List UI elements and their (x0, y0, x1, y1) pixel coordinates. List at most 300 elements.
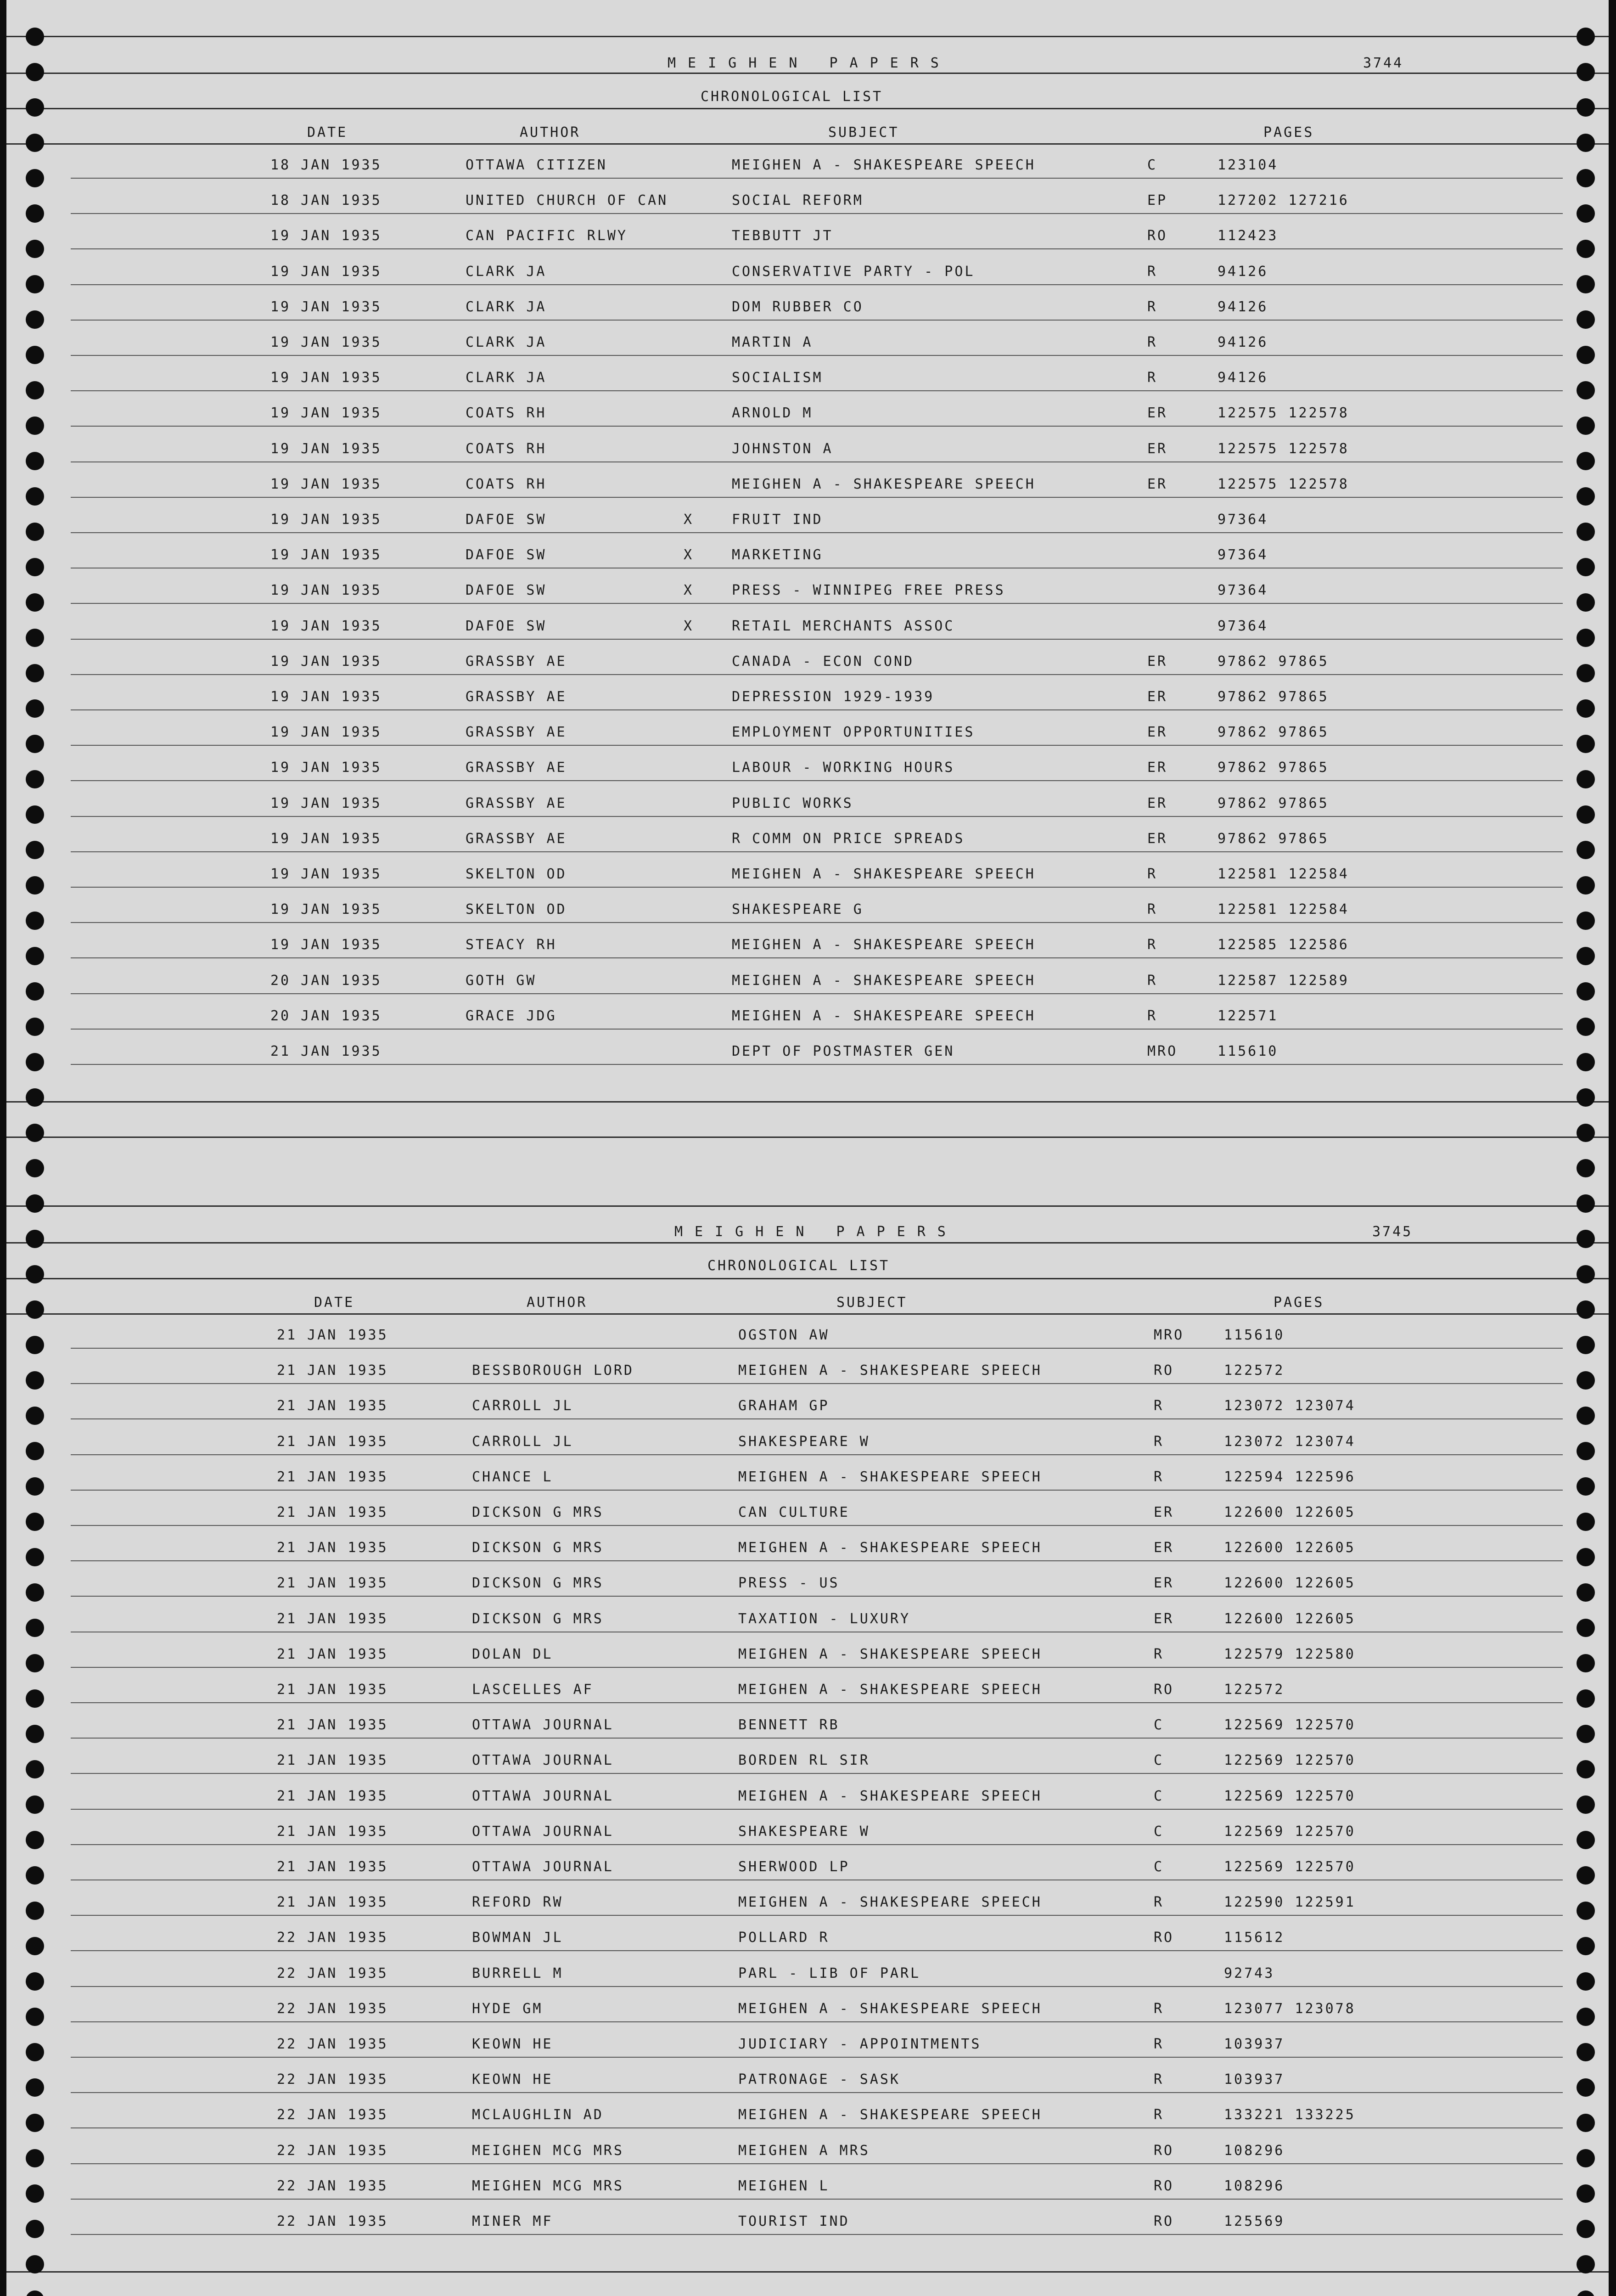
row-pages: 122587 122589 (1218, 972, 1349, 989)
column-header-author: AUTHOR (520, 124, 581, 141)
row-author: CLARK JA (466, 370, 547, 386)
row-date: 19 JAN 1935 (270, 440, 382, 457)
row-code: RO (1154, 2213, 1174, 2229)
table-row (6, 462, 1609, 498)
feed-hole (1577, 2184, 1595, 2203)
feed-hole (1577, 841, 1595, 859)
row-subject: SHERWOOD LP (738, 1859, 850, 1875)
row-date: 19 JAN 1935 (270, 370, 382, 386)
table-row (6, 817, 1609, 852)
row-subject: OGSTON AW (738, 1327, 830, 1343)
row-date: 21 JAN 1935 (277, 1398, 388, 1414)
feed-hole (26, 240, 44, 258)
feed-hole (1577, 523, 1595, 541)
feed-hole (1577, 240, 1595, 258)
table-row (6, 1632, 1609, 1668)
table-row (6, 1491, 1609, 1526)
feed-hole (26, 1194, 44, 1213)
row-pages: 122581 122584 (1218, 901, 1349, 918)
table-row (6, 994, 1609, 1030)
feed-hole (1577, 2149, 1595, 2167)
feed-hole (26, 558, 44, 576)
feed-hole (26, 1583, 44, 1602)
row-subject: POLLARD R (738, 1930, 830, 1946)
table-row (6, 888, 1609, 923)
row-subject: MEIGHEN A - SHAKESPEARE SPEECH (738, 1894, 1042, 1911)
feed-hole (26, 452, 44, 470)
row-pages: 94126 (1218, 298, 1268, 315)
row-pages: 97862 97865 (1218, 689, 1329, 705)
page-title: MEIGHEN PAPERS (674, 1224, 958, 1240)
row-pages: 125569 (1224, 2213, 1285, 2229)
feed-hole (26, 1513, 44, 1531)
row-author: OTTAWA JOURNAL (472, 1788, 614, 1804)
table-row (6, 1668, 1609, 1703)
row-author: GRACE JDG (466, 1007, 557, 1024)
feed-hole (1577, 2220, 1595, 2238)
feed-hole (1577, 1654, 1595, 1672)
row-subject: PARL - LIB OF PARL (738, 1965, 921, 1981)
divider (6, 73, 1609, 74)
page-3745 (6, 1173, 1609, 2296)
feed-hole (26, 2184, 44, 2203)
divider (6, 1242, 1609, 1244)
row-subject: LABOUR - WORKING HOURS (732, 760, 955, 776)
row-pages: 122581 122584 (1218, 866, 1349, 882)
feed-hole (26, 1760, 44, 1778)
row-code: ER (1147, 405, 1168, 422)
feed-hole (26, 2220, 44, 2238)
feed-hole (26, 947, 44, 965)
row-pages: 97862 97865 (1218, 653, 1329, 670)
row-author: CHANCE L (472, 1469, 553, 1485)
row-date: 21 JAN 1935 (277, 1575, 388, 1592)
feed-hole (1577, 2043, 1595, 2061)
table-row (6, 568, 1609, 604)
table-row (6, 2058, 1609, 2093)
row-date: 19 JAN 1935 (270, 724, 382, 741)
row-author: COATS RH (466, 440, 547, 457)
table-row (6, 1880, 1609, 1916)
table-row (6, 782, 1609, 817)
row-author: DAFOE SW (466, 547, 547, 563)
feed-hole (1577, 2255, 1595, 2273)
feed-hole (26, 770, 44, 788)
feed-hole (26, 982, 44, 1001)
row-code: C (1154, 1752, 1164, 1769)
feed-hole (26, 1300, 44, 1319)
feed-hole (26, 416, 44, 435)
row-pages: 97862 97865 (1218, 795, 1329, 811)
table-row (6, 2022, 1609, 2058)
row-pages: 122594 122596 (1224, 1469, 1356, 1485)
row-date: 19 JAN 1935 (270, 618, 382, 634)
row-author: SKELTON OD (466, 866, 567, 882)
row-author: MEIGHEN MCG MRS (472, 2142, 624, 2159)
row-author: DAFOE SW (466, 582, 547, 599)
row-pages: 122569 122570 (1224, 1717, 1356, 1733)
feed-hole (1577, 593, 1595, 612)
row-pages: 122579 122580 (1224, 1646, 1356, 1662)
feed-hole (26, 1866, 44, 1885)
table-row (6, 604, 1609, 640)
feed-hole (1577, 947, 1595, 965)
row-date: 21 JAN 1935 (277, 1540, 388, 1556)
feed-hole (1577, 699, 1595, 718)
row-date: 19 JAN 1935 (270, 298, 382, 315)
row-pages: 123072 123074 (1224, 1398, 1356, 1414)
row-subject: TAXATION - LUXURY (738, 1610, 911, 1627)
feed-hole (1577, 381, 1595, 400)
divider (6, 1101, 1609, 1103)
feed-hole (26, 805, 44, 824)
row-date: 19 JAN 1935 (270, 830, 382, 847)
row-subject: MEIGHEN A - SHAKESPEARE SPEECH (738, 1788, 1042, 1804)
feed-hole (1577, 1725, 1595, 1743)
row-author: DICKSON G MRS (472, 1575, 604, 1592)
row-code: R (1154, 2036, 1164, 2052)
row-code: C (1147, 157, 1158, 173)
row-code: EP (1147, 192, 1168, 209)
feed-hole (1577, 1018, 1595, 1036)
feed-hole (1577, 1477, 1595, 1496)
row-author: UNITED CHURCH OF CAN (466, 192, 668, 209)
table-row (6, 640, 1609, 675)
row-subject: JOHNSTON A (732, 440, 833, 457)
feed-hole (26, 1230, 44, 1248)
row-date: 20 JAN 1935 (270, 972, 382, 989)
feed-hole (26, 912, 44, 930)
feed-hole (1577, 310, 1595, 329)
feed-hole (26, 1265, 44, 1283)
feed-hole (1577, 2008, 1595, 2026)
row-author: OTTAWA JOURNAL (472, 1823, 614, 1840)
row-subject: MEIGHEN A MRS (738, 2142, 870, 2159)
list-title: CHRONOLOGICAL LIST (701, 89, 883, 105)
row-subject: MARKETING (732, 547, 823, 563)
row-date: 21 JAN 1935 (277, 1327, 388, 1343)
row-pages: 115610 (1224, 1327, 1285, 1343)
row-code: R (1147, 370, 1158, 386)
row-pages: 115610 (1218, 1043, 1279, 1059)
table-row (6, 1952, 1609, 1987)
table-row (6, 1030, 1609, 1065)
table-row (6, 710, 1609, 746)
row-pages: 112423 (1218, 228, 1279, 244)
feed-hole (26, 204, 44, 223)
feed-hole (1577, 770, 1595, 788)
row-pages: 97364 (1218, 547, 1268, 563)
document-sheet (6, 0, 1609, 2296)
row-pages: 122590 122591 (1224, 1894, 1356, 1911)
feed-hole (26, 1018, 44, 1036)
feed-hole (26, 1159, 44, 1177)
feed-hole (1577, 1194, 1595, 1213)
row-code: C (1154, 1823, 1164, 1840)
row-pages: 122569 122570 (1224, 1859, 1356, 1875)
feed-hole (26, 275, 44, 293)
feed-hole (26, 1619, 44, 1637)
feed-hole (26, 169, 44, 187)
row-pages: 97364 (1218, 582, 1268, 599)
row-date: 19 JAN 1935 (270, 512, 382, 528)
feed-hole (26, 2043, 44, 2061)
row-subject: JUDICIARY - APPOINTMENTS (738, 2036, 982, 2052)
row-pages: 123104 (1218, 157, 1279, 173)
row-code: ER (1147, 689, 1168, 705)
row-date: 21 JAN 1935 (277, 1362, 388, 1379)
feed-hole (1577, 452, 1595, 470)
column-header-subject: SUBJECT (828, 124, 899, 141)
row-code: R (1154, 1433, 1164, 1450)
row-date: 21 JAN 1935 (277, 1894, 388, 1911)
feed-hole (26, 1725, 44, 1743)
row-date: 21 JAN 1935 (277, 1823, 388, 1840)
row-code: C (1154, 1859, 1164, 1875)
row-date: 21 JAN 1935 (277, 1682, 388, 1698)
row-pages: 122569 122570 (1224, 1752, 1356, 1769)
row-code: ER (1147, 653, 1168, 670)
feed-hole (26, 310, 44, 329)
feed-hole (1577, 735, 1595, 753)
feed-hole (1577, 664, 1595, 682)
table-row (6, 2200, 1609, 2235)
row-code: RO (1147, 228, 1168, 244)
row-pages: 97364 (1218, 618, 1268, 634)
row-date: 21 JAN 1935 (277, 1752, 388, 1769)
table-row (6, 1526, 1609, 1561)
row-date: 19 JAN 1935 (270, 547, 382, 563)
feed-hole (1577, 1371, 1595, 1390)
row-pages: 122575 122578 (1218, 405, 1349, 422)
row-subject: MEIGHEN A - SHAKESPEARE SPEECH (732, 972, 1036, 989)
row-date: 19 JAN 1935 (270, 760, 382, 776)
feed-hole (26, 1689, 44, 1708)
row-pages: 123072 123074 (1224, 1433, 1356, 1450)
row-pages: 94126 (1218, 263, 1268, 280)
feed-hole (26, 2255, 44, 2273)
row-date: 22 JAN 1935 (277, 2000, 388, 2017)
row-code: R (1147, 972, 1158, 989)
feed-hole (1577, 98, 1595, 117)
row-author: GRASSBY AE (466, 760, 567, 776)
feed-hole (1577, 2114, 1595, 2132)
table-row (6, 179, 1609, 214)
row-author: GOTH GW (466, 972, 537, 989)
row-subject: MEIGHEN A - SHAKESPEARE SPEECH (732, 476, 1036, 492)
table-row (6, 498, 1609, 533)
row-date: 21 JAN 1935 (277, 1788, 388, 1804)
row-subject: RETAIL MERCHANTS ASSOC (732, 618, 955, 634)
table-row (6, 1916, 1609, 1951)
row-date: 19 JAN 1935 (270, 901, 382, 918)
row-subject: PATRONAGE - SASK (738, 2071, 900, 2088)
row-author: DAFOE SW (466, 512, 547, 528)
row-code: RO (1154, 1362, 1174, 1379)
feed-hole (1577, 275, 1595, 293)
row-author: HYDE GM (472, 2000, 543, 2017)
row-subject: PUBLIC WORKS (732, 795, 853, 811)
row-subject: ARNOLD M (732, 405, 813, 422)
table-row (6, 1774, 1609, 1810)
row-code: ER (1154, 1540, 1174, 1556)
row-subject: MEIGHEN A - SHAKESPEARE SPEECH (738, 2000, 1042, 2017)
feed-hole (1577, 876, 1595, 895)
feed-hole (26, 629, 44, 647)
feed-hole (1577, 134, 1595, 152)
row-code: ER (1154, 1610, 1174, 1627)
row-subject: PRESS - WINNIPEG FREE PRESS (732, 582, 1005, 599)
row-code: ER (1147, 760, 1168, 776)
row-subject: DEPRESSION 1929-1939 (732, 689, 935, 705)
row-subject: SHAKESPEARE W (738, 1433, 870, 1450)
row-subject: DEPT OF POSTMASTER GEN (732, 1043, 955, 1059)
table-row (6, 923, 1609, 958)
column-header-author: AUTHOR (527, 1294, 588, 1311)
column-header-date: DATE (307, 124, 348, 141)
row-flag: X (684, 512, 694, 528)
feed-hole (26, 841, 44, 859)
feed-hole (26, 28, 44, 46)
row-subject: MEIGHEN A - SHAKESPEARE SPEECH (738, 1362, 1042, 1379)
page-3744 (6, 0, 1609, 1166)
feed-hole (26, 2149, 44, 2167)
row-code: C (1154, 1788, 1164, 1804)
feed-hole (1577, 1407, 1595, 1425)
feed-hole (1577, 487, 1595, 506)
feed-hole (26, 134, 44, 152)
feed-hole (1577, 2078, 1595, 2097)
row-pages: 103937 (1224, 2036, 1285, 2052)
row-date: 21 JAN 1935 (277, 1859, 388, 1875)
row-date: 21 JAN 1935 (277, 1646, 388, 1662)
feed-hole (1577, 1053, 1595, 1071)
row-author: OTTAWA JOURNAL (472, 1752, 614, 1769)
feed-hole (26, 664, 44, 682)
feed-hole (1577, 1619, 1595, 1637)
row-pages: 97364 (1218, 512, 1268, 528)
row-author: MEIGHEN MCG MRS (472, 2178, 624, 2194)
row-date: 21 JAN 1935 (277, 1433, 388, 1450)
row-date: 19 JAN 1935 (270, 937, 382, 953)
feed-hole (1577, 1300, 1595, 1319)
feed-hole (1577, 416, 1595, 435)
row-subject: FRUIT IND (732, 512, 823, 528)
table-row (6, 1739, 1609, 1774)
row-author: BOWMAN JL (472, 1930, 563, 1946)
row-code: RO (1154, 2142, 1174, 2159)
feed-hole (26, 2008, 44, 2026)
row-author: OTTAWA CITIZEN (466, 157, 607, 173)
column-header-pages: PAGES (1263, 124, 1314, 141)
feed-hole (26, 1053, 44, 1071)
row-subject: SOCIALISM (732, 370, 823, 386)
feed-hole (1577, 1442, 1595, 1460)
table-row (6, 533, 1609, 568)
row-subject: MEIGHEN A - SHAKESPEARE SPEECH (738, 1646, 1042, 1662)
feed-hole (1577, 629, 1595, 647)
row-code: R (1147, 298, 1158, 315)
divider (6, 108, 1609, 109)
feed-hole (26, 593, 44, 612)
row-date: 21 JAN 1935 (277, 1610, 388, 1627)
row-date: 21 JAN 1935 (277, 1717, 388, 1733)
row-date: 18 JAN 1935 (270, 157, 382, 173)
row-date: 22 JAN 1935 (277, 2142, 388, 2159)
row-date: 19 JAN 1935 (270, 653, 382, 670)
feed-hole (1577, 1583, 1595, 1602)
feed-hole (26, 1442, 44, 1460)
table-row (6, 1597, 1609, 1632)
row-pages: 108296 (1224, 2142, 1285, 2159)
feed-hole (1577, 1265, 1595, 1283)
row-pages: 123077 123078 (1224, 2000, 1356, 2017)
row-date: 21 JAN 1935 (270, 1043, 382, 1059)
feed-hole (26, 1088, 44, 1107)
row-code: ER (1154, 1575, 1174, 1592)
row-code: R (1154, 1469, 1164, 1485)
row-date: 19 JAN 1935 (270, 228, 382, 244)
divider (6, 1205, 1609, 1207)
row-subject: MEIGHEN A - SHAKESPEARE SPEECH (738, 2107, 1042, 2123)
row-author: REFORD RW (472, 1894, 563, 1911)
row-date: 20 JAN 1935 (270, 1007, 382, 1024)
row-author: KEOWN HE (472, 2036, 553, 2052)
feed-hole (26, 346, 44, 364)
row-author: STEACY RH (466, 937, 557, 953)
row-author: GRASSBY AE (466, 689, 567, 705)
row-author: GRASSBY AE (466, 724, 567, 741)
row-subject: TEBBUTT JT (732, 228, 833, 244)
row-author: BURRELL M (472, 1965, 563, 1981)
table-row (6, 1845, 1609, 1880)
row-pages: 115612 (1224, 1930, 1285, 1946)
feed-hole (1577, 63, 1595, 81)
row-subject: MARTIN A (732, 334, 813, 350)
row-author: LASCELLES AF (472, 1682, 594, 1698)
divider (6, 1137, 1609, 1138)
row-pages: 122572 (1224, 1362, 1285, 1379)
page-number: 3744 (1363, 55, 1404, 71)
row-subject: MEIGHEN A - SHAKESPEARE SPEECH (738, 1540, 1042, 1556)
row-code: R (1154, 2000, 1164, 2017)
table-row (6, 746, 1609, 781)
row-subject: PRESS - US (738, 1575, 840, 1592)
feed-hole (26, 1548, 44, 1566)
row-subject: MEIGHEN A - SHAKESPEARE SPEECH (732, 157, 1036, 173)
row-subject: EMPLOYMENT OPPORTUNITIES (732, 724, 975, 741)
row-pages: 127202 127216 (1218, 192, 1349, 209)
row-code: MRO (1147, 1043, 1178, 1059)
row-date: 19 JAN 1935 (270, 334, 382, 350)
table-row (6, 2093, 1609, 2128)
feed-hole (1577, 1902, 1595, 1920)
row-date: 22 JAN 1935 (277, 2071, 388, 2088)
row-subject: MEIGHEN A - SHAKESPEARE SPEECH (738, 1469, 1042, 1485)
row-author: DAFOE SW (466, 618, 547, 634)
feed-hole (26, 381, 44, 400)
row-author: CAN PACIFIC RLWY (466, 228, 628, 244)
list-title: CHRONOLOGICAL LIST (707, 1258, 890, 1274)
feed-hole (1577, 1088, 1595, 1107)
feed-hole (1577, 1548, 1595, 1566)
table-row (6, 356, 1609, 391)
column-header-subject: SUBJECT (836, 1294, 908, 1311)
table-row (6, 2164, 1609, 2200)
table-row (6, 1810, 1609, 1845)
feed-hole (1577, 912, 1595, 930)
feed-hole (26, 1124, 44, 1142)
